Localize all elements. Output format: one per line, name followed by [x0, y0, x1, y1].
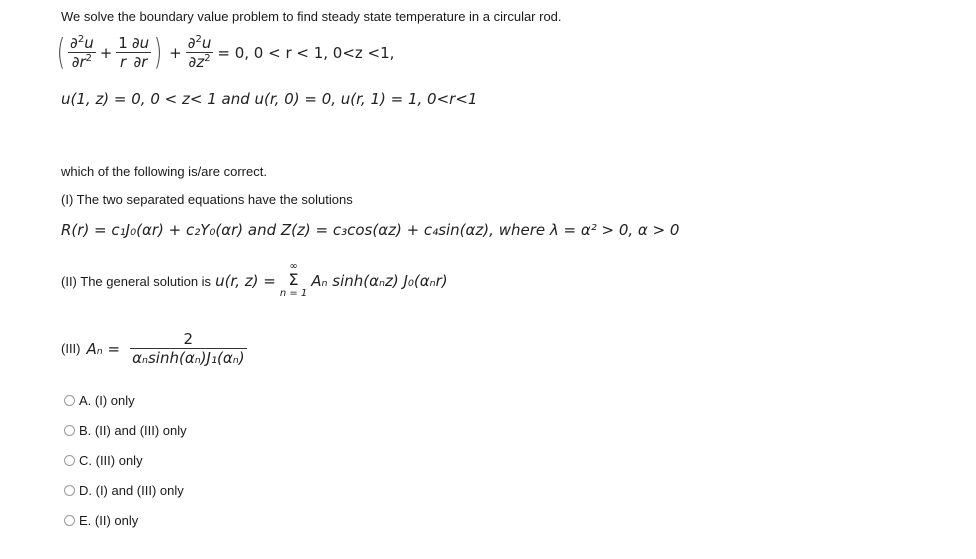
option-a[interactable] [64, 393, 135, 408]
sum-lower-limit: n = 1 [279, 288, 308, 299]
left-paren: ( [56, 31, 66, 73]
option-e-label: E. (II) only [79, 513, 139, 528]
statement-1-formula: R(r) = c₁J₀(αr) + c₂Y₀(αr) and Z(z) = c₃cos(αz) + c₄sin(αz), where λ = α² > 0, α > 0 [61, 221, 680, 239]
question-text: which of the following is/are correct. [61, 164, 267, 179]
statement-1: (I) The two separated equations have the solutions [61, 192, 353, 207]
radio-icon[interactable] [64, 395, 75, 406]
one-over-r: $\frac{1}{r}$ [118, 34, 128, 71]
option-d-label: D. (I) and (III) only [79, 483, 184, 498]
option-a-label: A. (I) only [79, 393, 135, 408]
statement-2 [61, 262, 448, 300]
pde-equation: ( $\frac{\partial^2u}{\partial r^2}$ + $\frac{1}{r}$ $\frac{\partial u}{\partial r}$ ) + $\frac{\partial^2u}{\partial z^2}$ = 0, 0 < r < 1, 0<z <1, [56, 31, 395, 73]
statement-2-label: (II) The general solution is [61, 273, 212, 289]
radio-icon[interactable] [64, 455, 75, 466]
statement-3 [61, 330, 247, 367]
statement-3-fraction [130, 330, 246, 367]
radio-icon[interactable] [64, 515, 75, 526]
option-e[interactable] [64, 513, 138, 528]
option-b[interactable] [64, 423, 187, 438]
sigma-symbol: Σ [288, 270, 299, 289]
statement-2-term: Aₙ sinh(αₙz) J₀(αₙr) [311, 272, 448, 290]
summation [280, 262, 307, 300]
option-c-label: C. (III) only [79, 453, 143, 468]
right-paren: ) [153, 31, 163, 73]
pde-rhs: = 0, 0 < r < 1, 0<z <1, [217, 43, 395, 62]
d2u-dz2: $\frac{\partial^2u}{\partial z^2}$ [187, 34, 212, 71]
d2u-dr2: $\frac{\partial^2u}{\partial r^2}$ [70, 34, 94, 71]
fraction-denominator: αₙsinh(αₙ)J₁(αₙ) [132, 349, 245, 367]
statement-3-label: (III) [61, 341, 81, 356]
sum-upper-limit: ∞ [289, 261, 298, 272]
option-b-label: B. (II) and (III) only [79, 423, 187, 438]
option-d[interactable] [64, 483, 184, 498]
statement-2-lhs: u(r, z) = [215, 272, 276, 290]
statement-3-lhs: Aₙ = [86, 339, 121, 358]
option-c[interactable] [64, 453, 143, 468]
boundary-conditions: u(1, z) = 0, 0 < z< 1 and u(r, 0) = 0, u(r, 1) = 1, 0<r<1 [61, 90, 478, 108]
fraction-numerator: 2 [183, 330, 194, 348]
du-dr: $\frac{\partial u}{\partial r}$ [131, 34, 150, 71]
radio-icon[interactable] [64, 485, 75, 496]
problem-intro: We solve the boundary value problem to find steady state temperature in a circular rod. [61, 9, 562, 24]
radio-icon[interactable] [64, 425, 75, 436]
